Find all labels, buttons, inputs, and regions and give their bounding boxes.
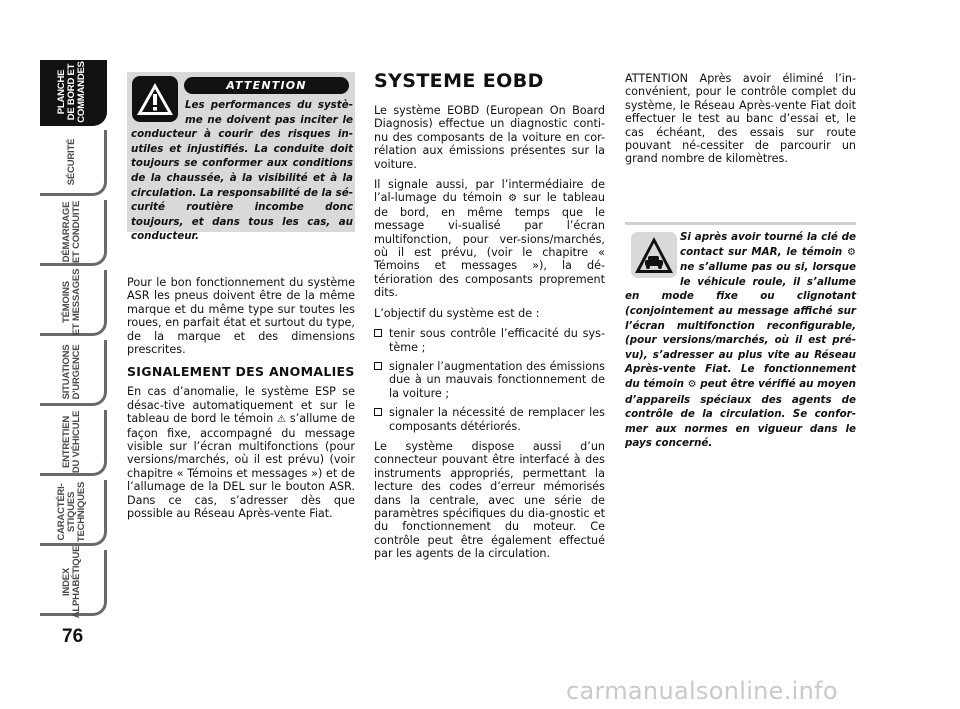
- section-heading: SIGNALEMENT DES ANOMALIES: [127, 364, 355, 380]
- list-item: signaler l’augmentation des émissions due à un mauvais fonctionnement de la voiture ;: [374, 360, 605, 400]
- eobd-intro: Le système EOBD (European On Board Diagnosis) effectue un diagnostic conti-nu des composants de la voiture en cor-rélation aux émissions présentes sur la voiture.: [374, 104, 605, 171]
- checkbox-icon: [374, 329, 382, 337]
- checkbox-icon: [374, 408, 382, 416]
- attention-paragraph: ATTENTION Après avoir éliminé l’in-convénient, pour le contrôle complet du système, le Réseau Après-vente Fiat doit effectuer le test au banc d’essai et, le cas échéant, des essais sur route pouvant né-cessiter de parcourir un grand nombre de kilomètres.: [625, 72, 856, 166]
- esp-warning-icon: ⚠: [277, 414, 287, 426]
- page-number: 76: [62, 626, 84, 647]
- tab-label: ENTRETIEN DU VÉHICULE: [61, 410, 82, 473]
- tab-situations-urgence[interactable]: [40, 340, 107, 406]
- car-warning-triangle-icon: [631, 232, 677, 278]
- tab-demarrage[interactable]: [40, 200, 107, 266]
- attention-box: [127, 72, 355, 243]
- tab-label: SITUATIONS D'URGENCE: [61, 344, 82, 399]
- tab-label: INDEX ALPHABÉTIQUE: [61, 545, 82, 618]
- page-title: SYSTEME EOBD: [374, 70, 544, 92]
- column-middle: [374, 70, 605, 568]
- tab-entretien[interactable]: [40, 410, 107, 476]
- anomaly-paragraph: En cas d’anomalie, le système ESP se désac-tive automatiquement et sur le tableau de bord le témoin ⚠ s’allume de façon fixe, accompagné du message visible sur l’écran multifonctions (pour versions/marchés, où il est prévu) (voir chapitre « Témoins et messages ») et de l’allumage de la DEL sur le bouton ASR. Dans ce cas, s’adresser dès que possible au Réseau Après-vente Fiat.: [127, 385, 355, 521]
- engine-warning-icon: ⚙: [847, 246, 856, 258]
- watermark: carmanualsonline.info: [566, 677, 838, 705]
- eobd-signal-paragraph: Il signale aussi, par l’intermédiaire de l’al-lumage du témoin ⚙ sur le tableau de bord, en même temps que le message vi-sualisé par l’écran multifonction, pour ver-sions/marchés, où il est prévu, (voir le chapitre « Témoins et messages »), la dé-térioration des composants proprement dits.: [374, 178, 606, 300]
- attention-label: ATTENTION: [184, 77, 349, 94]
- objective-list: [374, 327, 605, 433]
- column-right: [625, 72, 856, 173]
- engine-warning-icon: ⚙: [687, 378, 697, 390]
- attention-text: Les performances du systè-me ne doivent pas inciter le conducteur à courir des risques in-utiles et injustifiés. La conduite doit toujours se conformer aux conditions de la chaussée, à la visibilité et à la circulation. La responsabilité de la sé-curité routière incombe donc toujours, et dans tous les cas, au conducteur.: [131, 99, 353, 243]
- asr-paragraph: Pour le bon fonctionnement du système ASR les pneus doivent être de la même marque et du même type sur toutes les roues, en parfait état et surtout du type, de la marque et des dimensions prescrites.: [127, 276, 355, 357]
- tab-label: CARACTÉRI- STIQUES TECHNIQUES: [56, 481, 87, 542]
- tab-label: PLANCHE DE BORD ET COMMANDES: [56, 60, 87, 123]
- info-box: Si après avoir tourné la clé de contact sur MAR, le témoin ⚙ ne s’allume pas ou si, lorsque le véhicule roule, il s’allume en mode fixe ou clignotant (conjointement au message affiché sur l’écran multifonction reconfigurable, (pour versions/marchés, où il est pré-vu), s’adresser au plus vite au Réseau Après-vente Fiat. Le fonctionnement du témoin ⚙ peut être vérifié au moyen d’appareils spéciaux des agents de contrôle de la circulation. Se confor-mer aux normes en vigueur dans le pays concerné.: [625, 231, 856, 450]
- tab-index[interactable]: [40, 545, 107, 618]
- engine-warning-icon: ⚙: [508, 193, 518, 205]
- tab-caracteristiques[interactable]: [40, 480, 107, 546]
- column-left: [127, 276, 355, 528]
- connector-paragraph: Le système dispose aussi d’un connecteur pouvant être interfacé à des instruments appropriés, permettant la lecture des codes d’erreur mémorisés dans la centrale, avec une série de paramètres spécifiques du dia-gnostic et du fonctionnement du moteur. Ce contrôle peut être également effectué par les agents de la circulation.: [374, 439, 605, 561]
- info-box-divider: [625, 222, 856, 225]
- tab-temoins[interactable]: [40, 270, 107, 336]
- checkbox-icon: [374, 362, 382, 370]
- tab-securite[interactable]: [40, 130, 107, 196]
- list-item: tenir sous contrôle l’efficacité du sys-tème ;: [374, 327, 605, 354]
- list-item: signaler la nécessité de remplacer les composants détériorés.: [374, 406, 605, 433]
- objective-intro: L’objectif du système est de :: [374, 306, 540, 320]
- tab-label: TÉMOINS ET MESSAGES: [61, 268, 82, 335]
- tab-planche-de-bord[interactable]: [40, 60, 107, 126]
- tab-label: DÉMARRAGE ET CONDUITE: [61, 200, 82, 263]
- tab-label: SÉCURITÉ: [66, 138, 77, 185]
